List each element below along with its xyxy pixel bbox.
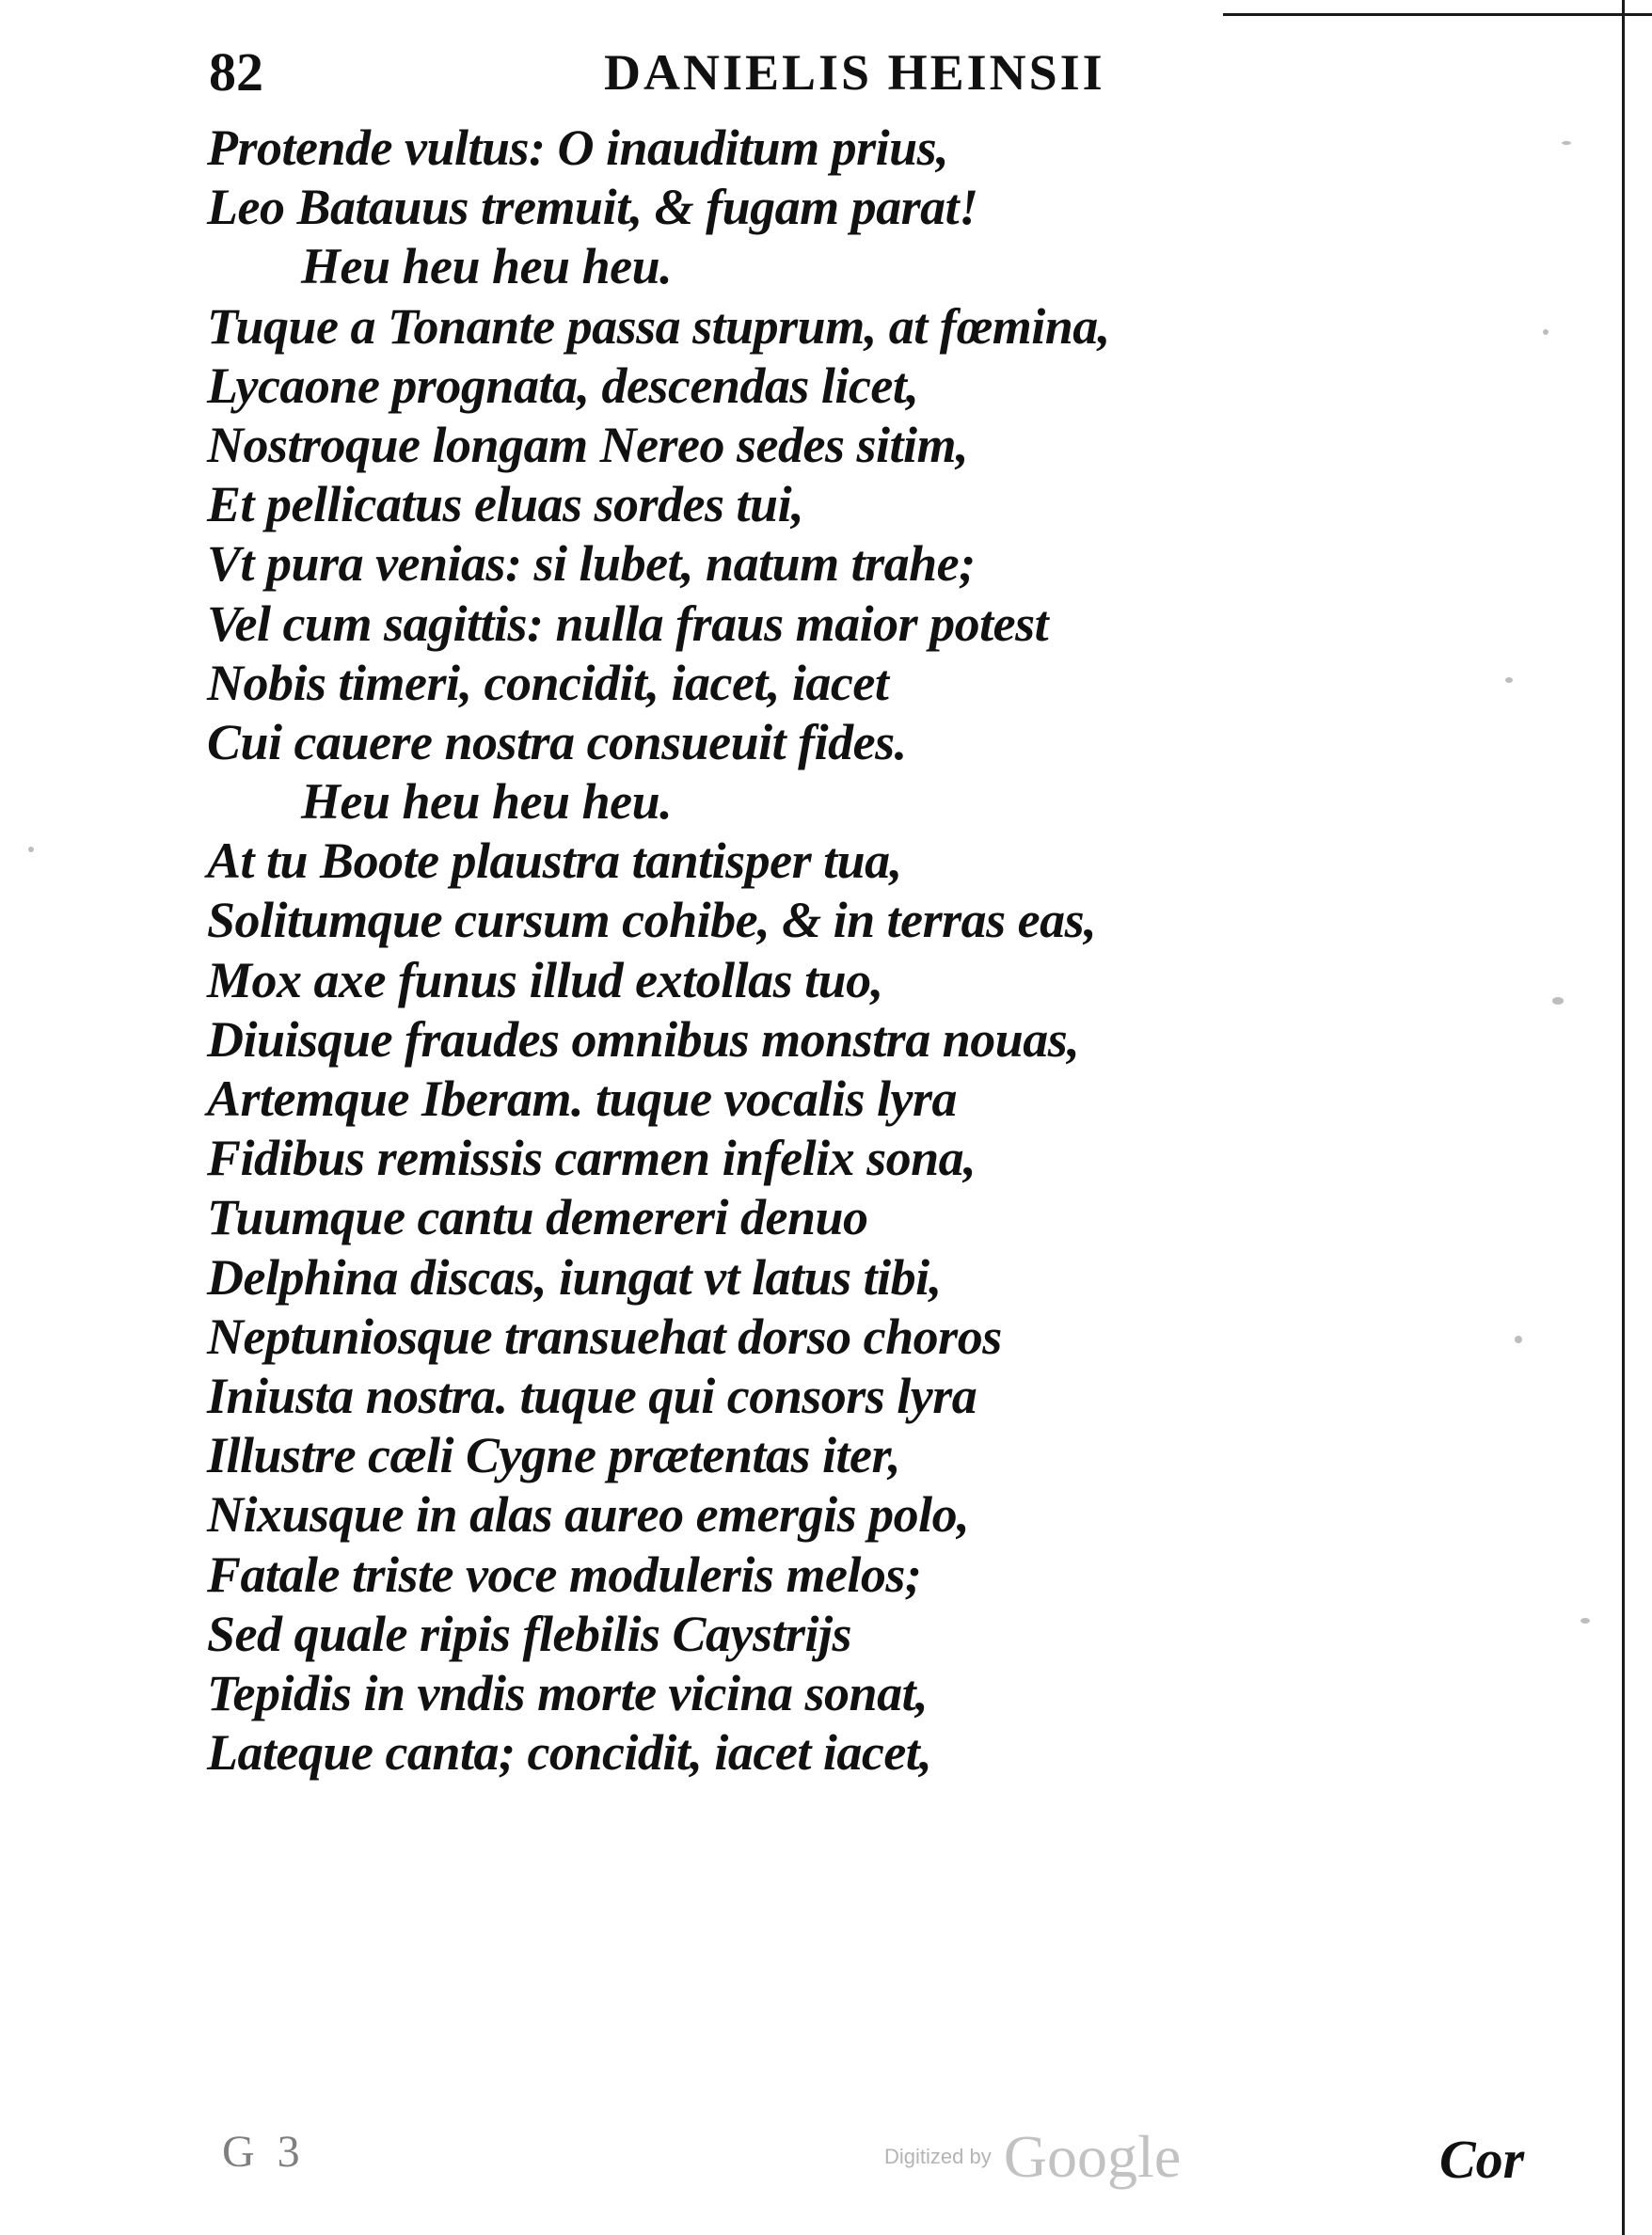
verse-line: Nobis timeri, concidit, iacet, iacet: [207, 654, 889, 711]
page-edge-vertical-line: [1622, 0, 1625, 2235]
verse-line: Fidibus remissis carmen infelix sona,: [207, 1130, 977, 1187]
verse-line: Delphina discas, iungat vt latus tibi,: [207, 1248, 942, 1306]
scan-speck: [28, 847, 34, 852]
verse-block: [207, 119, 1430, 1783]
verse-line: Nixusque in alas aureo emergis polo,: [207, 1486, 970, 1544]
verse-line: Et pellicatus eluas sordes tui,: [207, 476, 804, 533]
verse-line: Artemque Iberam. tuque vocalis lyra: [207, 1070, 957, 1127]
verse-line: Tuque a Tonante passa stuprum, at fœmina,: [207, 297, 1110, 355]
verse-line: Diuisque fraudes omnibus monstra nouas,: [207, 1010, 1080, 1068]
verse-line: Tepidis in vndis morte vicina sonat,: [207, 1664, 929, 1721]
scan-speck: [1515, 1336, 1522, 1343]
verse-line: Heu heu heu heu.: [301, 238, 673, 295]
verse-line: Cui cauere nostra consueuit fides.: [207, 713, 907, 770]
scan-speck: [1562, 141, 1571, 145]
page-edge-horizontal-line: [1223, 13, 1652, 16]
verse-line: Lycaone prognata, descendas licet,: [207, 357, 919, 414]
verse-line: Neptuniosque transuehat dorso choros: [207, 1308, 1002, 1365]
verse-line: Lateque canta; concidit, iacet iacet,: [207, 1724, 932, 1782]
verse-line: Illustre cæli Cygne prætentas iter,: [207, 1427, 901, 1484]
page-header: [209, 40, 1150, 105]
running-head: DANIELIS HEINSII: [604, 44, 1105, 101]
verse-line: Vt pura venias: si lubet, natum trahe;: [207, 535, 976, 593]
verse-line: Fatale triste voce moduleris melos;: [207, 1545, 922, 1603]
scan-speck: [1581, 1618, 1590, 1624]
verse-line: Heu heu heu heu.: [301, 773, 673, 831]
verse-line: Nostroque longam Nereo sedes sitim,: [207, 416, 969, 473]
catchword: Cor: [1439, 2129, 1525, 2190]
verse-line: Iniusta nostra. tuque qui consors lyra: [207, 1367, 977, 1424]
verse-line: Protende vultus: O inauditum prius,: [207, 119, 949, 176]
verse-line: Tuumque cantu demereri denuo: [207, 1189, 868, 1246]
watermark-prefix: Digitized by: [884, 2145, 992, 2168]
verse-line: Sed quale ripis flebilis Caystrijs: [207, 1605, 852, 1662]
verse-line: At tu Boote plaustra tantisper tua,: [207, 832, 902, 890]
watermark-brand: Google: [1003, 2123, 1182, 2190]
verse-line: Solitumque cursum cohibe, & in terras eas,: [207, 892, 1097, 949]
verse-line: Vel cum sagittis: nulla fraus maior potest: [207, 594, 1049, 652]
scan-speck: [1505, 677, 1513, 683]
verse-line: Leo Batauus tremuit, & fugam parat!: [207, 179, 978, 236]
digitization-watermark: [884, 2122, 1181, 2192]
page-number: 82: [209, 41, 263, 103]
scan-speck: [1543, 329, 1549, 335]
page-footer: [0, 2115, 1652, 2218]
verse-line: Mox axe funus illud extollas tuo,: [207, 951, 883, 1008]
signature-mark: G 3: [222, 2127, 306, 2177]
scan-speck: [1552, 997, 1564, 1005]
